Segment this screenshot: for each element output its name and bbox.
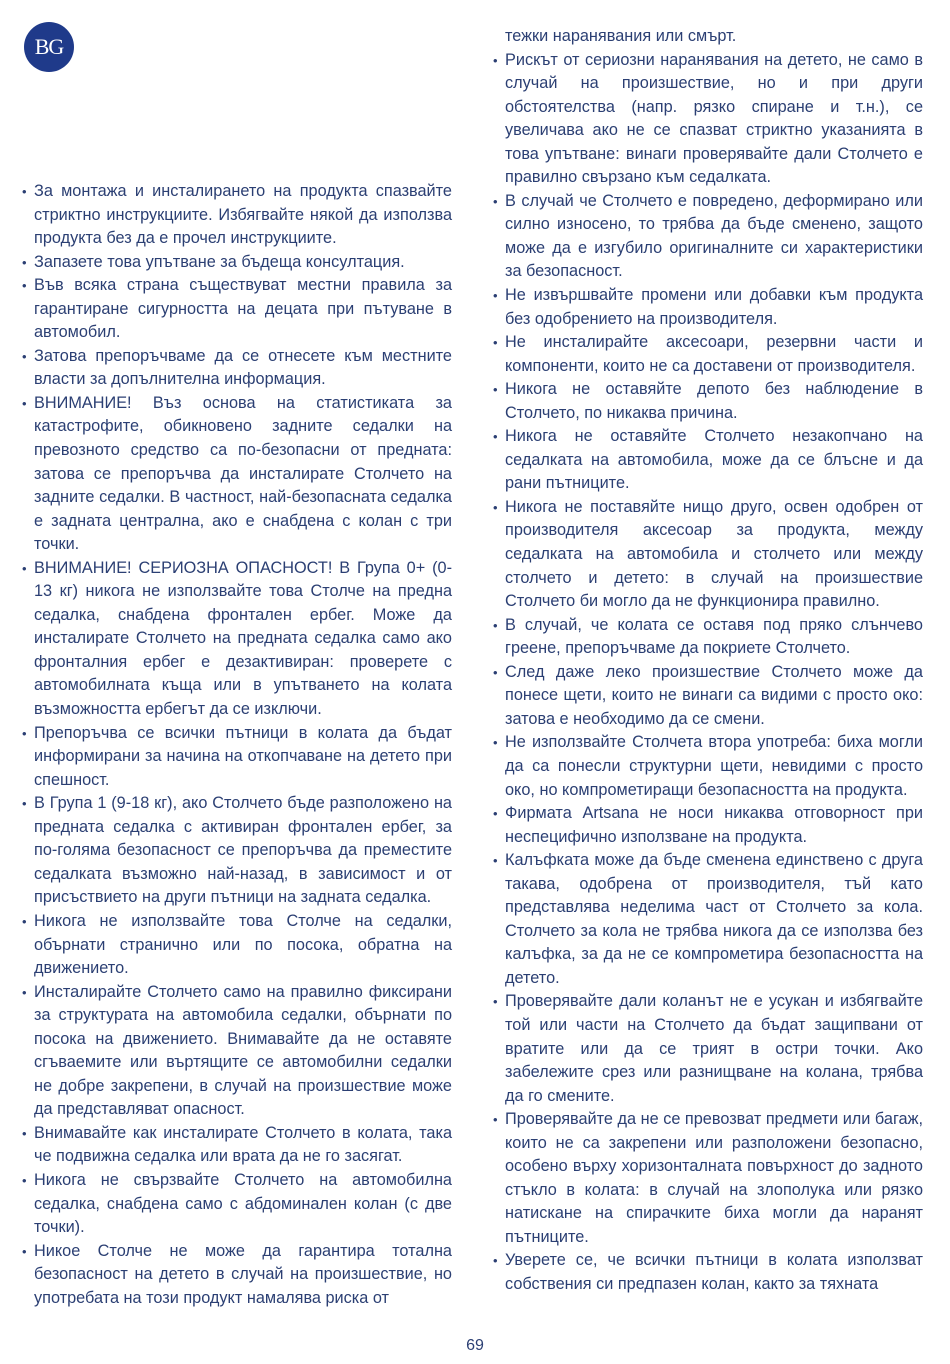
bullet-item: • Никога не оставяйте депото без наблюдение в Столчето, по никаква причина. [493, 378, 923, 425]
bullet-item: • Уверете се, че всички пътници в колата използват собствения си предпазен колан, както за тяхната [493, 1249, 923, 1296]
bullet-item: • Инсталирайте Столчето само на правилно фиксирани за структурата на автомобила седалки, обърнати по посока на движението. Внимавайте да не оставяте сгъваемите или въртящите се автомобилни седалки не добре закрепени, в случай на произшествие може да представляват опасност. [22, 981, 452, 1122]
language-badge: BG [24, 22, 74, 72]
left-column [22, 180, 452, 1310]
bullet-item: • След даже леко произшествие Столчето може да понесе щети, които не винаги са видими с просто око: затова е необходимо да се смени. [493, 661, 923, 732]
bullet-item: • Никога не оставяйте Столчето незакопчано на седалката на автомобила, може да се блъсне и да рани пътниците. [493, 425, 923, 496]
bullet-item: • В случай че Столчето е повредено, деформирано или силно износено, то трябва да бъде сменено, защото може да е изгубило оригиналните си характеристики за безопасност. [493, 190, 923, 284]
continuation-text: тежки наранявания или смърт. [505, 27, 737, 45]
bullet-item: • Не инсталирайте аксесоари, резервни части и компоненти, които не са доставени от производителя. [493, 331, 923, 378]
bullet-item: • Не използвайте Столчета втора употреба: биха могли да са понесли структурни щети, невидими с просто око, но компрометиращи безопасността на продукта. [493, 731, 923, 802]
bullet-item: • В случай, че колата се оставя под пряко слънчево греене, препоръчваме да покриете Столчето. [493, 614, 923, 661]
bullet-item: • Внимавайте как инсталирате Столчето в колата, така че подвижна седалка или врата да не го засягат. [22, 1122, 452, 1169]
bullet-item: • Фирмата Artsana не носи никаква отговорност при неспецифично използване на продукта. [493, 802, 923, 849]
right-bullet-list [493, 49, 923, 1297]
bullet-item: • Затова препоръчваме да се отнесете към местните власти за допълнителна информация. [22, 345, 452, 392]
bullet-item: • ВНИМАНИЕ! Въз основа на статистиката за катастрофите, обикновено задните седалки на превозното средство са по-безопасни от предната: затова се препоръчва да инсталирате Столчето на задните седалки. В частност, най-безопасната седалка е задната централна, ако е снабдена с колан с три точки. [22, 392, 452, 557]
bullet-item: • Никога не поставяйте нищо друго, освен одобрен от производителя аксесоар за продукта, между седалката на автомобила и столчето или между столчето и детето: в случай на произшествие Столчето би могло да не функционира правилно. [493, 496, 923, 614]
bullet-item: • Не извършвайте промени или добавки към продукта без одобрението на производителя. [493, 284, 923, 331]
page-number: 69 [466, 1337, 484, 1354]
bullet-item: • За монтажа и инсталирането на продукта спазвайте стриктно инструкциите. Избягвайте някой да използва продукта без да е прочел инструкциите. [22, 180, 452, 251]
bullet-item: • Във всяка страна съществуват местни правила за гарантиране сигурността на децата при пътуване в автомобил. [22, 274, 452, 345]
right-column [493, 25, 923, 1297]
bullet-item: • Никога не използвайте това Столче на седалки, обърнати странично или по посока, обратна на движението. [22, 910, 452, 981]
bullet-item: • В Група 1 (9-18 кг), ако Столчето бъде разположено на предната седалка с активиран фронтален ербег, за по-голяма безопасност се препоръчва да преместите седалката възможно най-назад, в зависимост и от присъствието на други пътници на задната седалка. [22, 792, 452, 910]
bullet-item: • Запазете това упътване за бъдеща консултация. [22, 251, 452, 275]
bullet-item: • Препоръчва се всички пътници в колата да бъдат информирани за начина на откопчаване на детето при спешност. [22, 722, 452, 793]
bullet-item: • ВНИМАНИЕ! СЕРИОЗНА ОПАСНОСТ! В Група 0+ (0-13 кг) никога не използвайте това Столче на предна седалка, снабдена фронтален ербег. Може да инсталирате Столчето на предната седалка само ако фронталния ербег е дезактивиран: проверете с автомобилната къща или в упътването на колата възможността ербегът да се изключи. [22, 557, 452, 722]
bullet-item: • Проверявайте дали коланът не е усукан и избягвайте той или части на Столчето да бъдат защипвани от вратите или да се трият в остри точки. Ако забележите срез или разнищване на колана, трябва да го смените. [493, 990, 923, 1108]
bullet-item: • Калъфката може да бъде сменена единствено с друга такава, одобрена от производителя, тъй като представлява неделима част от Столчето за кола. Столчето за кола не трябва никога да се използва без калъфка, за да не се компрометира безопасността на детето. [493, 849, 923, 990]
bullet-item: • Никое Столче не може да гарантира тотална безопасност на детето в случай на произшествие, но употребата на този продукт намалява риска от [22, 1240, 452, 1311]
bullet-item: • Проверявайте да не се превозват предмети или багаж, които не са закрепени или разположени безопасно, особено върху хоризонталната повърхност до задното стъкло в колата: в случай на злополука или рязко натискане на спирачките биха могли да наранят пътниците. [493, 1108, 923, 1249]
bullet-item: • Никога не свързвайте Столчето на автомобилна седалка, снабдена само с абдоминален колан (с две точки). [22, 1169, 452, 1240]
bullet-item: • Рискът от сериозни наранявания на детето, не само в случай на произшествие, но и при други обстоятелства (напр. рязко спиране и т.н.), се увеличава ако не се спазват стриктно указанията в това упътване: винаги проверявайте дали Столчето е правилно свързано към седалката. [493, 49, 923, 190]
